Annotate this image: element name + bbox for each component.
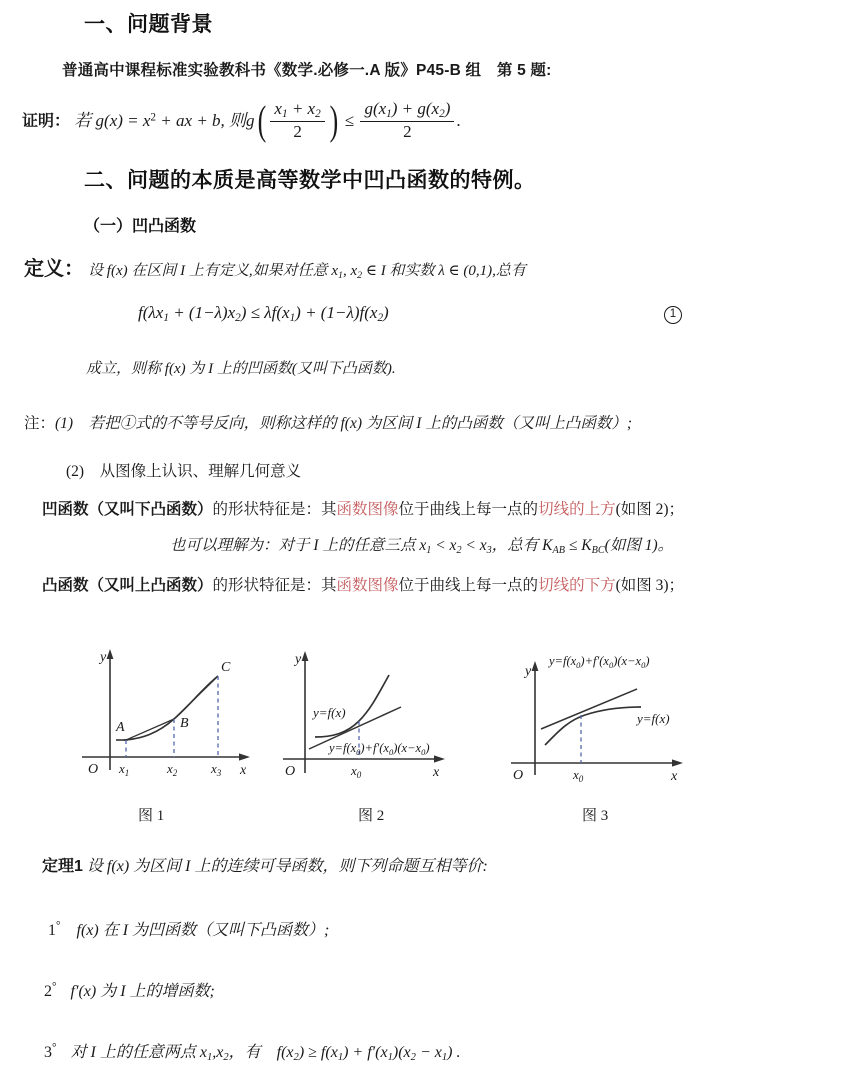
svg-text:C: C	[221, 660, 231, 675]
note-label: 注：	[24, 415, 56, 432]
svg-text:y: y	[525, 664, 532, 679]
theorem-item-1-number: 1°	[48, 919, 61, 939]
textbook-source-line: 普通高中课程标准实验教科书《数学.必修一.A 版》P45-B 组 第 5 题:	[62, 62, 552, 79]
figure-3-caption: 图 3	[582, 808, 609, 824]
concave-lead: 的形状特征是：其	[212, 501, 337, 518]
figure-2-caption: 图 2	[358, 808, 385, 824]
svg-text:O: O	[88, 762, 99, 777]
theorem-item-3	[44, 1039, 460, 1063]
concave-red-1: 函数图像	[336, 501, 399, 518]
definition-label: 定义：	[24, 258, 84, 280]
convex-red-2: 切线的下方	[538, 577, 616, 594]
formula-1-tag	[664, 305, 682, 324]
proof-label: 证明：	[22, 112, 71, 130]
relation-symbol: ≤	[340, 110, 359, 130]
svg-text:O: O	[285, 764, 296, 779]
figure-2-svg	[283, 645, 498, 795]
figure-2	[283, 645, 498, 800]
circled-one: 1	[664, 306, 682, 324]
theorem-item-3-text: 对 I 上的任意两点 $x_1,x_2$，有 $f(x_2) \ge f(x_1) + f'(x_1)(x_2 - x_1)$ .	[70, 1044, 461, 1063]
fraction-lhs: $\frac{x_1 + x_2}{2}$	[270, 99, 324, 141]
section-heading-1: 一、问题背景	[84, 13, 213, 36]
svg-text:x: x	[671, 769, 678, 784]
proof-premise: 若 $g(x) = x^2$ + ax + b, 则g	[74, 110, 255, 130]
formula-1: $f(\lambda x_1 + (1-\lambda)x_2) \le \lambda f(x_1) + (1-\lambda)f(x_2)$	[138, 303, 389, 325]
convex-term: 凸函数（又叫上凸函数）	[42, 577, 213, 594]
svg-text:x3: $x_3$	[211, 761, 222, 778]
convex-description	[42, 573, 684, 595]
svg-text:y=f(x): y=f(x)	[313, 705, 346, 720]
theorem-statement: 设 f(x) 为区间 I 上的连续可导函数，则下列命题互相等价:	[86, 858, 488, 875]
theorem-line	[42, 853, 488, 876]
fraction-rhs: $\frac{g(x_1) + g(x_2)}{2}$	[360, 99, 454, 141]
svg-text:y: y	[100, 650, 107, 665]
svg-text:y=f(x0)+f′(x0)(x−x0): $y=f(x_0)+f'(x_0)(x-x_0)$	[329, 741, 430, 757]
svg-text:y: y	[295, 652, 302, 667]
right-paren: )	[329, 97, 338, 144]
subsection-heading-1: （一）凹凸函数	[84, 218, 197, 235]
svg-text:y=f(x0)+f′(x0)(x−x0): $y=f(x_0)+f'(x_0)(x-x_0)$	[549, 654, 650, 670]
left-paren: (	[257, 97, 266, 144]
note-1-text: (1) 若把①式的不等号反向，则称这样的 f(x) 为区间 I 上的凸函数（又叫上凸函数）;	[55, 415, 632, 432]
theorem-item-1-text: f(x) 在 I 为凹函数（又叫下凸函数）;	[76, 922, 330, 939]
svg-text:x: x	[240, 763, 247, 778]
svg-text:B: B	[180, 716, 189, 731]
proof-line	[22, 98, 461, 146]
svg-text:x1: $x_1$	[119, 761, 130, 778]
concave-description	[42, 497, 684, 519]
convex-red-1: 函数图像	[336, 577, 399, 594]
svg-text:x0: $x_0$	[351, 763, 362, 780]
figure-3	[505, 645, 745, 800]
svg-text:x0: $x_0$	[573, 767, 584, 784]
concave-term: 凹函数（又叫下凸函数）	[42, 501, 213, 518]
figure-1-svg	[80, 645, 290, 795]
convex-tail: (如图 3)；	[615, 577, 685, 594]
definition-conclusion: 成立，则称 f(x) 为 I 上的凹函数(又叫下凸函数).	[86, 361, 396, 377]
note-row-1	[24, 411, 632, 433]
theorem-item-3-number: 3°	[44, 1041, 57, 1061]
figure-3-svg	[505, 645, 745, 795]
convex-mid: 位于曲线上每一点的	[398, 577, 539, 594]
convex-lead: 的形状特征是：其	[212, 577, 337, 594]
theorem-item-1	[48, 917, 329, 940]
theorem-item-2-number: 2°	[44, 980, 57, 1000]
concave-tail: (如图 2)；	[615, 501, 685, 518]
theorem-label: 定理1	[42, 858, 83, 875]
trailing-period: .	[456, 110, 461, 130]
theorem-item-2	[44, 978, 215, 1001]
note-row-2: (2) 从图像上认识、理解几何意义	[66, 463, 302, 480]
figure-1-caption: 图 1	[138, 808, 165, 824]
concave-alt-description: 也可以理解为：对于 I 上的任意三点 $x_1 < x_2 < x_3$，总有 $K_{AB} \le K_{BC}$(如图 1)。	[170, 537, 674, 556]
concave-red-2: 切线的上方	[538, 501, 616, 518]
definition-line	[24, 252, 526, 281]
section-heading-2: 二、问题的本质是高等数学中凹凸函数的特例。	[84, 169, 536, 192]
svg-text:A: A	[116, 720, 125, 735]
theorem-item-2-text: f′(x) 为 I 上的增函数;	[70, 983, 215, 1000]
svg-text:x2: $x_2$	[167, 761, 178, 778]
definition-body: 设 f(x) 在区间 I 上有定义,如果对任意 $x_1$, $x_2$ ∈ I 和实数 λ ∈ (0,1),总有	[88, 263, 526, 281]
svg-text:x: x	[433, 765, 440, 780]
figure-1	[80, 645, 290, 800]
svg-text:O: O	[513, 768, 524, 783]
concave-mid: 位于曲线上每一点的	[398, 501, 539, 518]
svg-text:y=f(x): y=f(x)	[637, 711, 670, 726]
